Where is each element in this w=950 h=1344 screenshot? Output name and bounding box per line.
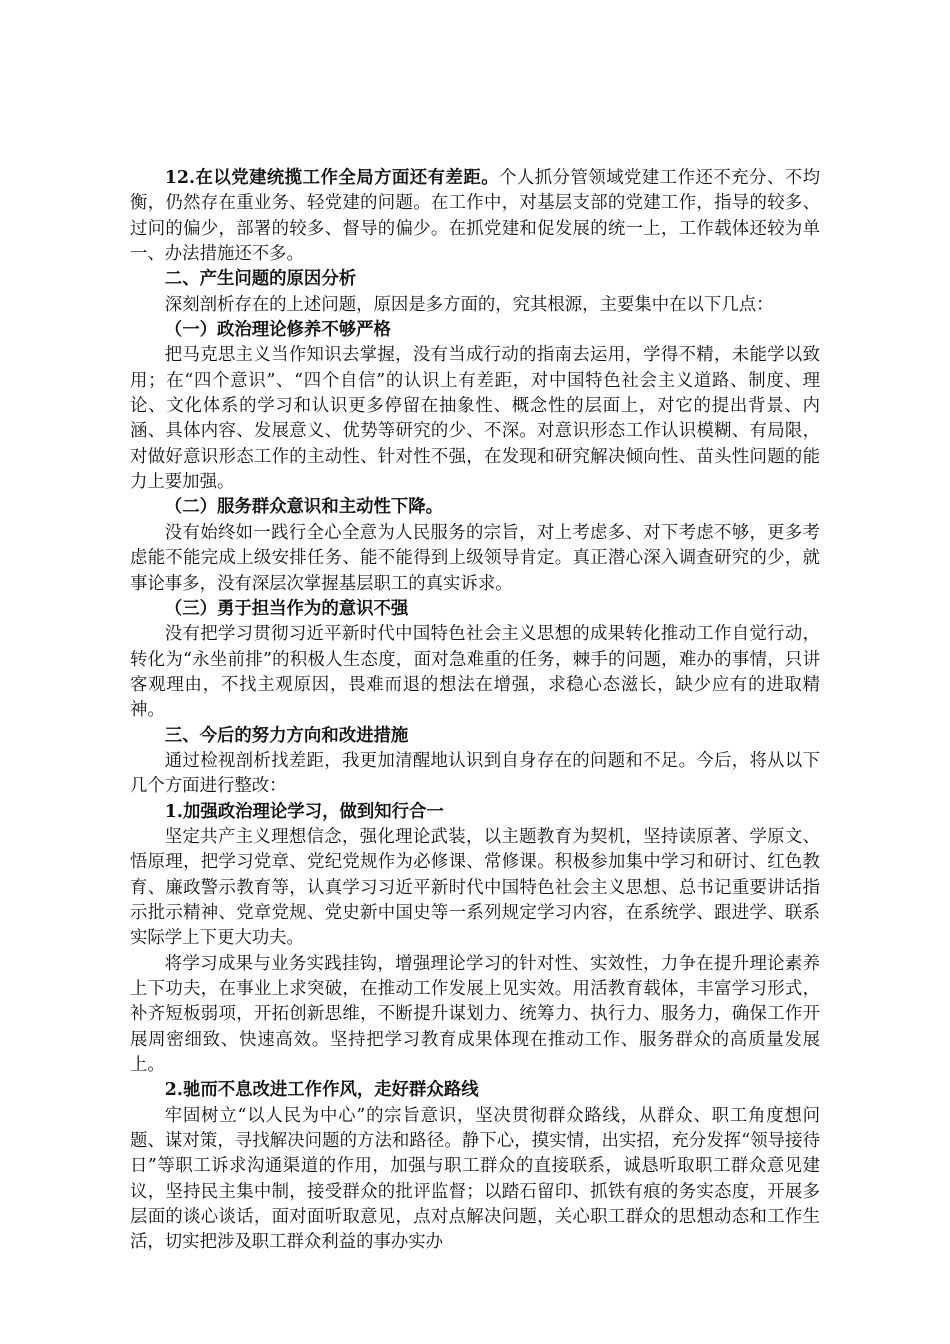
paragraph-measure-1b: 将学习成果与业务实践挂钩，增强理论学习的针对性、实效性，力争在提升理论素养上下功夫，在事业上求突破，在推动工作发展上见实效。用活教育载体，丰富学习形式，补齐短板弱项，开拓创新思维，不断提升谋划力、统筹力、执行力、服务力，确保工作开展周密细致、快速高效。坚持把学习教育成果体现在推动工作、服务群众的高质量发展上。 [130,953,820,1076]
section-heading-2: 二、产生问题的原因分析 [164,269,357,290]
paragraph-cause-3: 没有把学习贯彻习近平新时代中国特色社会主义思想的成果转化推动工作自觉行动，转化为“永坐前排”的积极人生态度，面对急难重的任务，棘手的问题，难办的事情，只讲客观理由，不找主观原因，畏难而退的想法在增强，求稳心态滋长，缺少应有的进取精神。 [130,624,820,721]
measure-heading-2: 2.驰而不息改进工作作风，走好群众路线 [164,1080,479,1101]
subheading-2: （二）服务群众意识和主动性下降。 [164,497,444,518]
section-heading-3: 三、今后的努力方向和改进措施 [164,725,409,746]
subheading-3: （三）勇于担当作为的意识不强 [164,598,409,619]
paragraph-cause-intro: 深刻剖析存在的上述问题，原因是多方面的，究其根源，主要集中在以下几点： [164,294,774,315]
paragraph-12-lead: 12.在以党建统揽工作全局方面还有差距。 [164,168,500,188]
paragraph-cause-2: 没有始终如一践行全心全意为人民服务的宗旨，对上考虑多、对下考虑不够，更多考虑能不能完成上级安排任务、能不能得到上级领导肯定。真正潜心深入调查研究的少，就事论事多，没有深层次掌握基层职工的真实诉求。 [130,522,820,594]
paragraph-12-body: 个人抓分管领域党建工作还不充分、不均衡，仍然存在重业务、轻党建的问题。在工作中，对基层支部的党建工作，指导的较多、过问的偏少，部署的较多、督导的偏少。在抓党建和促发展的统一上，工作载体还较为单一、办法措施还不多。 [130,168,820,265]
paragraph-cause-1: 把马克思主义当作知识去掌握，没有当成行动的指南去运用，学得不精，未能学以致用；在“四个意识”、“四个自信”的认识上有差距，对中国特色社会主义道路、制度、理论、文化体系的学习和认识更多停留在抽象性、概念性的层面上，对它的提出背景、内涵、具体内容、发展意义、优势等研究的少、不深。对意识形态工作认识模糊、有局限，对做好意识形态工作的主动性、针对性不强，在发现和研究解决倾向性、苗头性问题的能力上要加强。 [130,345,820,493]
paragraph-12 [130,166,820,267]
subheading-1: （一）政治理论修养不够严格 [164,320,391,341]
paragraph-measure-1a: 坚定共产主义理想信念，强化理论武装，以主题教育为契机，坚持读原著、学原文、悟原理，把学习党章、党纪党规作为必修课、常修课。积极参加集中学习和研讨、红色教育、廉政警示教育等，认真学习习近平新时代中国特色社会主义思想、总书记重要讲话指示批示精神、党章党规、党史新中国史等一系列规定学习内容，在系统学、跟进学、联系实际学上下更大功夫。 [130,826,820,949]
measure-heading-1: 1.加强政治理论学习，做到知行合一 [164,801,444,822]
paragraph-measures-intro: 通过检视剖析找差距，我更加清醒地认识到自身存在的问题和不足。今后，将从以下几个方面进行整改： [130,750,820,797]
document-page [130,166,820,1256]
paragraph-measure-2: 牢固树立“以人民为中心”的宗旨意识，坚决贯彻群众路线，从群众、职工角度想问题、谋对策，寻找解决问题的方法和路径。静下心，摸实情，出实招，充分发挥“领导接待日”等职工诉求沟通渠道的作用，加强与职工群众的直接联系，诚恳听取职工群众意见建议，坚持民主集中制，接受群众的批评监督；以踏石留印、抓铁有痕的务实态度，开展多层面的谈心谈话，面对面听取意见，点对点解决问题，关心职工群众的思想动态和工作生活，切实把涉及职工群众利益的事办实办 [130,1105,820,1253]
